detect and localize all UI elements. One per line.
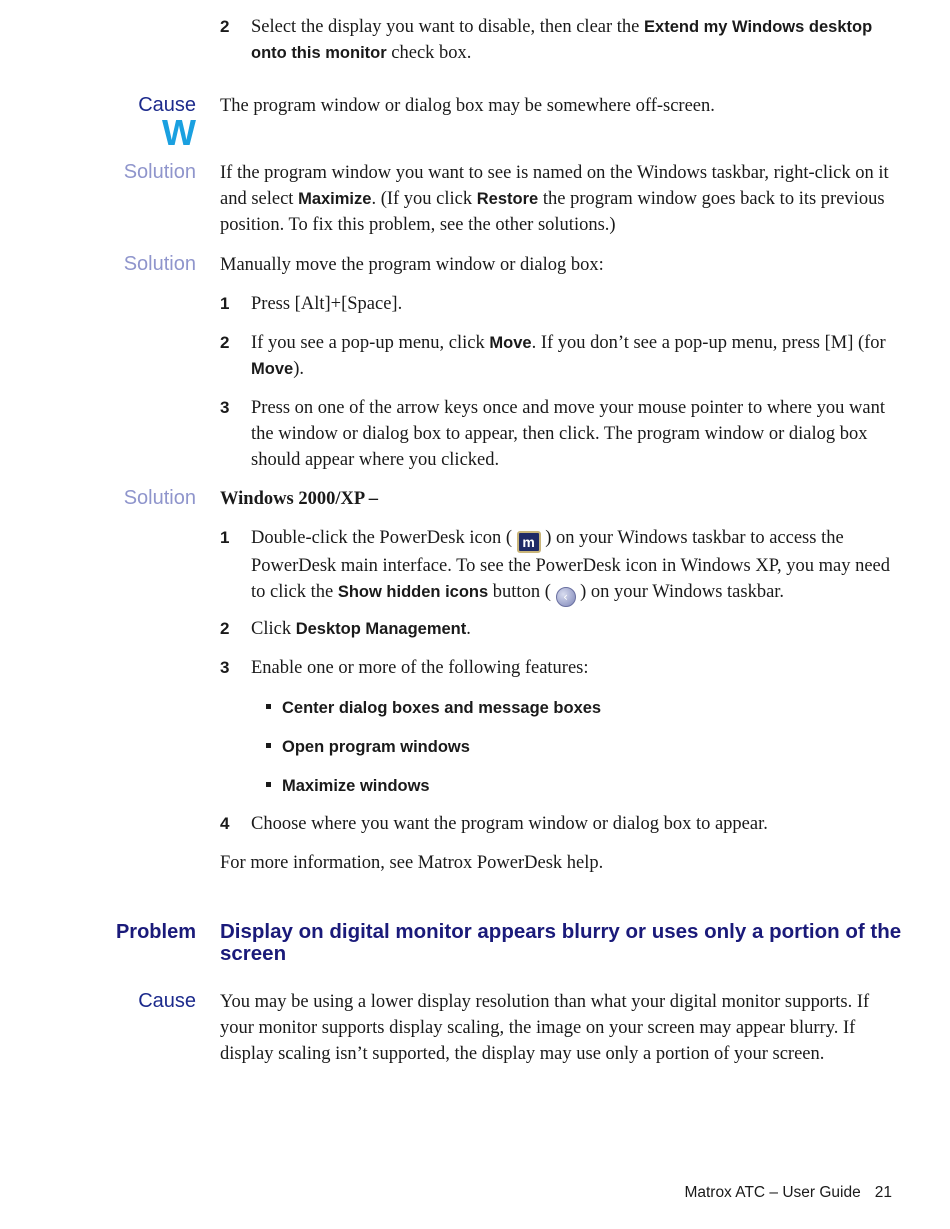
step-text: If you see a pop-up menu, click Move. If you don’t see a pop-up menu, press [M] (for Move). (251, 333, 886, 379)
page-footer (684, 1184, 892, 1202)
feature-bullet: Center dialog boxes and message boxes (266, 697, 601, 719)
step-number: 2 (220, 17, 230, 36)
step-number: 1 (220, 528, 230, 547)
cause-resolution-text: You may be using a lower display resolution than what your digital monitor supports. If your monitor supports display scaling, the image on your screen may appear blurry. If display scaling isn’t supported, the display may use only a portion of your screen. (220, 992, 870, 1064)
step-text: Select the display you want to disable, then clear the Extend my Windows desktop onto this monitor check box. (251, 17, 873, 63)
solution-label: Solution (123, 253, 196, 275)
bullet-icon (266, 743, 271, 748)
step-number: 2 (220, 333, 230, 352)
step-text: Press on one of the arrow keys once and move your mouse pointer to where you want the window or dialog box to appear, then click. The program window or dialog box should appear where you clicked. (251, 398, 885, 470)
powerdesk-icon: m (517, 531, 541, 553)
solution-manual-intro: Manually move the program window or dialog box: (220, 255, 604, 275)
cause-label: Cause (138, 990, 196, 1012)
step-enable-features (220, 655, 896, 681)
bullet-icon (266, 782, 271, 787)
cause-label: Cause (138, 94, 196, 116)
feature-bullet: Open program windows (266, 736, 470, 758)
solution-label: Solution (123, 487, 196, 509)
problem-title: Display on digital monitor appears blurry or uses only a portion of the screen (220, 920, 902, 965)
solution-label: Solution (123, 161, 196, 183)
cause-text: The program window or dialog box may be somewhere off-screen. (220, 96, 715, 116)
step-click-move (220, 330, 896, 382)
step-text: Choose where you want the program window or dialog box to appear. (251, 814, 768, 834)
step-press-alt-space (220, 291, 896, 317)
page-number: 21 (874, 1184, 892, 1201)
step-text: Press [Alt]+[Space]. (251, 294, 403, 314)
step-disable-display (220, 14, 896, 66)
solution-maximize-text: If the program window you want to see is named on the Windows taskbar, right-click on it and select Maximize. (If you click Restore the program window goes back to its previous position. To fix this problem, see the other solutions.) (220, 163, 889, 235)
footer-title: Matrox ATC – User Guide (684, 1184, 861, 1201)
step-number: 3 (220, 398, 230, 417)
problem-label: Problem (115, 921, 196, 943)
step-double-click-powerdesk (220, 525, 896, 607)
windows-badge-icon: W (162, 112, 196, 153)
feature-bullet: Maximize windows (266, 775, 430, 797)
step-number: 3 (220, 658, 230, 677)
solution-os-heading: Windows 2000/XP – (220, 489, 378, 509)
bullet-icon (266, 704, 271, 709)
more-info-text: For more information, see Matrox PowerDesk help. (220, 853, 604, 873)
step-number: 1 (220, 294, 230, 313)
step-text: Double-click the PowerDesk icon ( m ) on your Windows taskbar to access the PowerDesk main interface. To see the PowerDesk icon in Windows XP, you may need to click the Show hidden icons button ( ‹ ) on your Windows taskbar. (251, 525, 896, 607)
step-click-desktop-management (220, 616, 896, 642)
step-text: Click Desktop Management. (251, 619, 471, 639)
show-hidden-icons-icon: ‹ (556, 587, 576, 607)
step-choose-location (220, 811, 896, 837)
step-arrow-keys (220, 395, 896, 473)
step-number: 2 (220, 619, 230, 638)
step-text: Enable one or more of the following features: (251, 658, 589, 678)
step-number: 4 (220, 814, 230, 833)
